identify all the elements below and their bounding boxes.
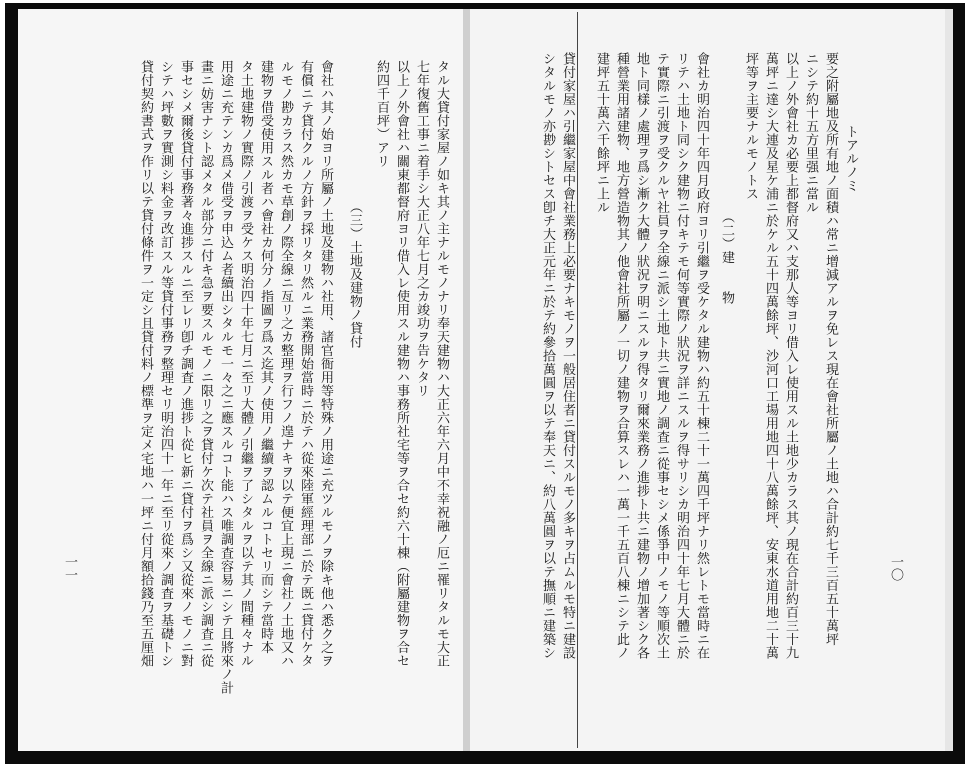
page-fold-line — [577, 12, 578, 748]
text-column: 有償ニテ貸付クルノ方針ヲ採リタリ然ルニ業務開始當時ニ於テハ從來陸軍經理部ニ於テ既ニ貸付ケタ — [298, 60, 313, 668]
text-column: 種營業用諸建物、地方營造物其ノ他會社所屬ノ一切ノ建物ヲ合算スレハ一萬一千五百八棟ニシテ此ノ — [614, 52, 629, 660]
text-column: 要之附屬地及所有地ノ面積ハ常ニ增減アルヲ免レス現在會社所屬ノ土地ハ合計約七千三百五十萬坪 — [823, 52, 838, 646]
text-column: シテハ坪數ヲ實測シ料金ヲ改訂スル等貸付事務ヲ整理セリ明治四十一年ニ至リ從來ノ調査ヲ基礎トシ — [158, 60, 173, 668]
text-column: 坪等ヲ主要ナルモノトス — [743, 52, 758, 201]
text-column: 貸付家屋ハ引繼家屋中會社業務上必要ナキモノヲ一般居住者ニ貸付スルモノ多キヲ占ムルモ特ニ建設 — [560, 52, 575, 660]
text-column: ニシテ約十五方里强ニ當ル — [803, 52, 818, 214]
text-column: タ土地建物ノ實際ノ引渡ヲ受ケス明治四十年七月ニ至リ大體ノ引繼ヲ了シタルヲ以テ其ノ間種々ナル — [238, 60, 253, 668]
text-column: 以上ノ外會社ハ關東都督府ヨリ借入レ使用スル建物ハ事務所社宅等ヲ合セ約六十棟（附屬建物ヲ合セ — [394, 60, 409, 668]
text-column: ルモノ尠カラス然カモ草創ノ際全線ニ亙リ之カ整理ヲ行フノ遑ナキヲ以テ便宜上現ニ會社ノ土地又ハ — [278, 60, 293, 668]
text-column: 會社カ明治四十年四月政府ヨリ引繼ヲ受ケタル建物ハ約五十棟二十一萬四千坪ナリ然レトモ當時ニ在 — [694, 52, 709, 660]
text-column: 以上ノ外會社カ必要上都督府又ハ支那人等ヨリ借入レ使用スル土地少カラス其ノ現在合計約百三十九 — [783, 52, 798, 660]
text-column: 建物ヲ借受使用スル者ハ會社カ何分ノ指圖ヲ爲ス迄其ノ使用ノ繼續ヲ認ムルコトセリ而シテ當時本 — [258, 60, 273, 654]
section-heading: （三）土地及建物ノ貸付 — [347, 200, 362, 349]
page-number: 一〇 — [888, 555, 903, 581]
text-column: 貸付契約書式ヲ作リ以テ貸付條件ヲ一定シ且貸付料ノ標準ヲ定メ宅地ハ一坪ニ付月額拾錢乃至五厘畑 — [138, 60, 153, 668]
text-column: 用途ニ充テンカ爲メ借受ヲ申込ム者續出シタルモ一々之ニ應スルコト能ハス唯調査容易ニシテ且將來ノ計 — [218, 60, 233, 695]
text-column: 七年復舊工事ニ着手シ大正八年七月之カ竣功ヲ告ケタリ — [414, 60, 429, 398]
text-column: 畫ニ妨害ナシト認メタル部分ニ付キ急ヲ要スルモノニ限リ之ヲ貸付ケ次テ社員ヲ全線ニ派シ調査ニ從 — [198, 60, 213, 668]
text-column: リテハ土地ト同シク建物ニ付キテモ何等實際ノ狀況ヲ詳ニスルヲ得サリシカ明治四十年七月大體ニ於 — [674, 52, 689, 660]
text-column: 會社ハ其ノ始ヨリ所屬ノ土地及建物ハ社用、諸官衙用等特殊ノ用途ニ充ツルモノヲ除キ他ハ悉ク之ヲ — [318, 60, 333, 668]
page-edge — [945, 9, 953, 751]
text-column: タル大貸付家屋ノ如キ其ノ主ナルモノナリ奉天建物ハ大正六年六月中不幸祝融ノ厄ニ罹リタルモ大正 — [434, 60, 449, 668]
text-column: テ實際ニ引渡ヲ受クルヤ社員ヲ全線ニ派シ土地ト共ニ實地ノ調査ニ從事セシメ係爭中ノモノ等順次土 — [654, 52, 669, 660]
text-column: 地ト同樣ノ處理ヲ爲シ漸ク大體ノ狀況ヲ明ニスルヲ得タリ爾來業務ノ進捗ト共ニ建物ノ增加著シク各 — [634, 52, 649, 660]
section-heading: （二）建 物 — [719, 210, 734, 305]
text-column: 萬坪ニ達シ大連及星ケ浦ニ於ケル五十四萬餘坪、沙河口工場用地四十八萬餘坪、安東水道用地二十萬 — [763, 52, 778, 660]
text-column: 事セシメ爾後貸付事務著々進捗スルニ至レリ卽チ調査ノ進捗ト從ヒ新ニ貸付ヲ爲シ又從來ノモノニ對 — [178, 60, 193, 668]
text-column: シタルモノ亦尠シトセス卽チ大正元年ニ於テ約參拾萬圓ヲ以テ奉天ニ、約八萬圓ヲ以テ撫順ニ建築シ — [540, 52, 555, 660]
text-column: 約四千百坪）アリ — [374, 60, 389, 168]
book-gutter — [463, 9, 470, 751]
text-column: 建坪五十萬六千餘坪ニ上ル — [594, 52, 609, 214]
page-number: 一一 — [62, 555, 77, 581]
text-column: トアルノミ — [843, 125, 858, 193]
